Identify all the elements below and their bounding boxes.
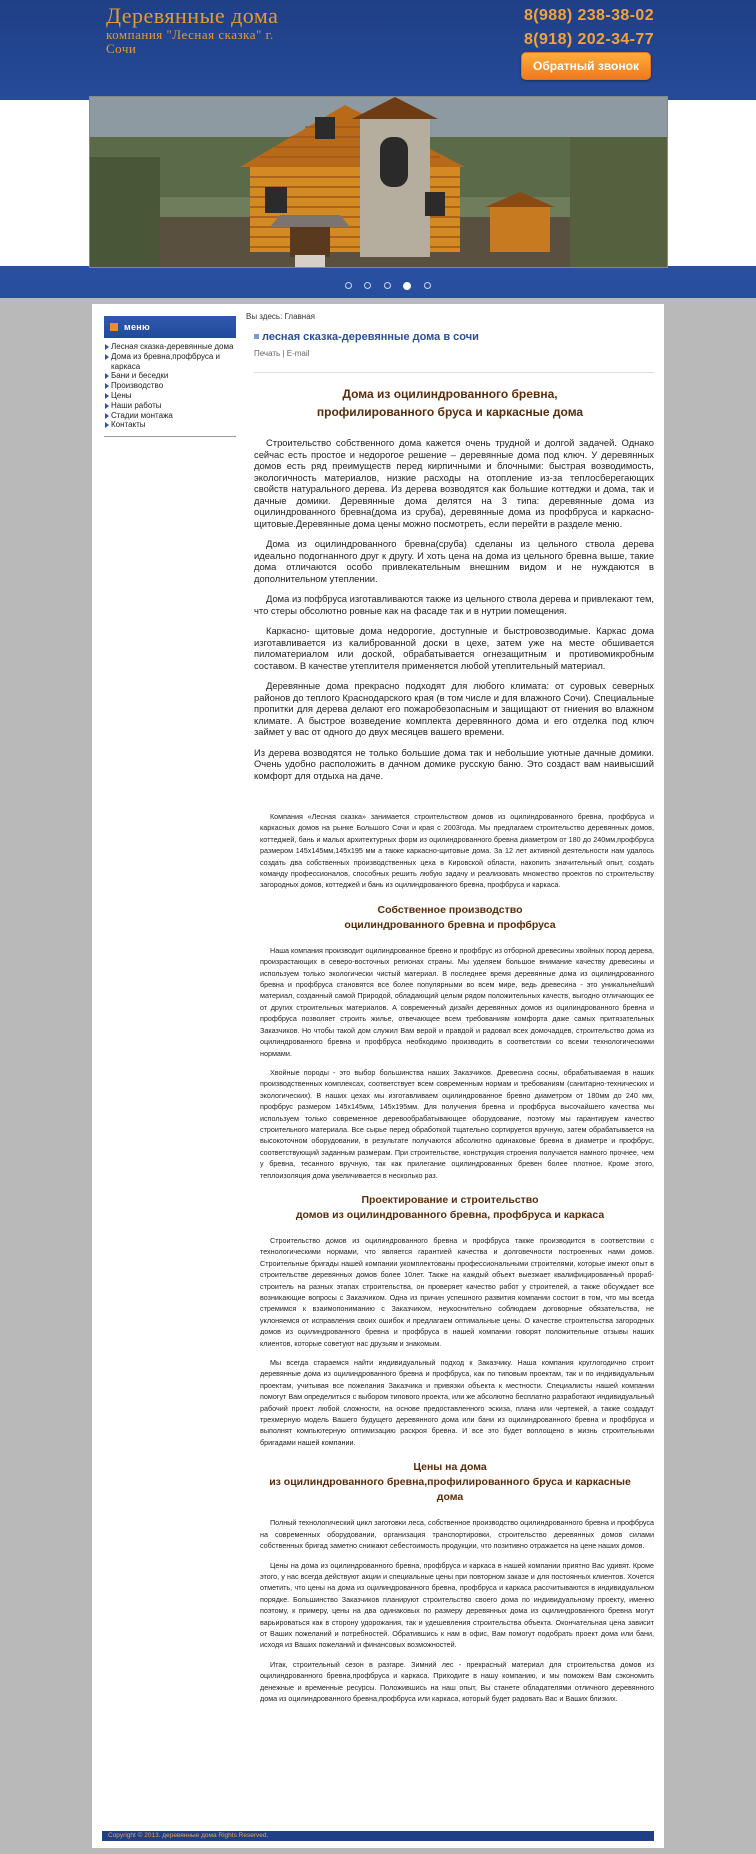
section-heading-line: домов из оцилиндрованного бревна, профбруса и каркаса — [295, 1208, 605, 1221]
sidebar-item-baths[interactable]: Бани и беседки — [104, 371, 236, 381]
paragraph: Из дерева возводятся не только большие дома так и небольшие уютные дачные домики. Очень удобно расположить в дачном домике русскую баню. Это создаст вам наивысший комфорт для отдыха на даче. — [254, 746, 654, 781]
menu-header — [104, 316, 236, 338]
paragraph: Каркасно- щитовые дома недорогие, доступные и быстровозводимые. Каркас дома изготавливается из калиброванной доски в цехе, затем уже на месте обшивается пиломатериалом или доской, обрабатывается огнезащитным и противомикробным составом. В качестве утеплителя применяется любой утеплительный материал. — [254, 625, 654, 671]
sidebar — [104, 316, 236, 437]
paragraph: Строительство собственного дома кажется очень трудной и долгой задачей. Однако сейчас есть простое и недорогое решение – деревянные дома под ключ. У деревянных домов есть ряд преимуществ перед кирпичными и блочными: быстрая возводимость, экологичность материалов, низкие расходы на отопление из-за теплосберегающих свойств натурального дерева. Из дерева возводятся как большие коттеджи и дома, так и дачные домики. Деревянные дома делятся на 3 типа: деревянные дома из оцилиндрованного бревна(дома из сруба), деревянные дома из профбруса и каркасно-щитовые.Деревянные дома цены можно посмотреть, если перейти в разделе меню. — [254, 437, 654, 529]
section-heading-production — [246, 903, 654, 933]
sidebar-item-works[interactable]: Наши работы — [104, 401, 236, 411]
paragraph: Дома из оцилиндрованного бревна(сруба) сделаны из цельного ствола дерева идеально подогнанного друг к другу. И хоть цена на дома из цельного бревна выше, такие дома отличаются особо привлекательным внешним видом и не нуждаются в дополнительном утеплении. — [254, 538, 654, 584]
section-heading-line: Проектирование и строительство — [361, 1193, 539, 1206]
sidebar-item-houses[interactable]: Дома из бревна,профбруса и каркаса — [104, 352, 236, 372]
site-logo[interactable] — [106, 4, 306, 56]
section-heading-line: Собственное производство — [377, 903, 523, 916]
hero-slider-image — [89, 96, 668, 268]
footer: Copyright © 2013. деревянные дома Rights Reserved. — [102, 1831, 654, 1841]
menu-list — [104, 338, 236, 437]
breadcrumb: Вы здесь: Главная — [246, 312, 315, 321]
sidebar-item-prices[interactable]: Цены — [104, 391, 236, 401]
section-heading-line: из оцилиндрованного бревна,профилированного бруса и каркасные — [269, 1476, 631, 1489]
main-heading-line-1: Дома из оцилиндрованного бревна, — [342, 387, 558, 401]
sidebar-item-production[interactable]: Производство — [104, 381, 236, 391]
sidebar-item-contacts[interactable]: Контакты — [104, 420, 236, 430]
paragraph: Деревянные дома прекрасно подходят для любого климата: от суровых северных районов до теплого Краснодарского края (в том числе и для влажного Сочи). Специальные пропитки для дерева делают его пожаробезопасным и защищают от гниения во влажном климате. А быстрое возведение комплекта деревянного дома и его отделка под ключ займет у вас от одного до двух месяцев вашего времени. — [254, 680, 654, 737]
sidebar-item-home[interactable]: Лесная сказка-деревянные дома — [104, 342, 236, 352]
section-heading-design — [246, 1193, 654, 1223]
paragraph: Мы всегда стараемся найти индивидуальный подход к Заказчику. Наша компания круглогодично строит деревянные дома из оцилиндрованного бревна и профбруса, как по типовым проектам, так и по индивидуальным проектам, учитывая все пожелания Заказчика и привязки объекта к местности. Специалисты нашей компании помогут Вам определиться с выбором типового проекта, или же абсолютно бесплатно разработают индивидуальный рабочий проект любой сложности, на основе предоставленного эскиза, плана или чертежей, а также создадут трехмерную модель Вашего будущего деревянного дома или бани из оцилиндрованного бревна и профбруса и выполнят компьютерную оптимизацию раскроя бревна. И все это будет воплощено в жизнь строительными бригадами нашей компании. — [260, 1358, 654, 1447]
paragraph: Строительство домов из оцилиндрованного бревна и профбруса также производится в соответствии с технологическими нормами, что является гарантией качества и долговечности построенных нами домов. Строительные бригады нашей компании укомплектованы профессиональными строителями, которые имеют опыт в строительстве деревянных домов более 10лет. Также на каждый объект выезжает квалифицированный прораб-строитель на разных этапах строительства, он проверяет качество работ у строителей, а также обсуждает все возникающие вопросы с Заказчиком. Одна из причин успешного развития компании состоит в том, что мы всегда стремимся к взаимопониманию с Заказчиком, неукоснительно соблюдаем договорные обязательства, не уклоняемся от исправления своих ошибок и предлагаем оптимальные цены. О качестве строительства загородных домов из оцилиндрованного бревна и профбруса в нашей компании говорят положительные отзывы наших клиентов, которые советуют нас друзьям и знакомым. — [260, 1235, 654, 1348]
logo-subtitle: компания "Лесная сказка" г. Сочи — [106, 27, 274, 56]
section-heading-line: Цены на дома — [413, 1461, 487, 1474]
phone-1: 8(988) 238-38-02 — [523, 7, 654, 24]
article-tools[interactable]: Печать | E-mail — [254, 349, 654, 373]
paragraph: Полный технологический цикл заготовки леса, собственное производство оцилиндрованного бревна и профбруса на современных оборудовании, организация транспортировки, строительство деревянных домов силами собственных бригад заметно снижают себестоимость продукции, что позитивно отражается на цене наших домов. — [260, 1518, 654, 1551]
article-title[interactable]: лесная сказка-деревянные дома в сочи — [254, 331, 654, 343]
phone-block — [520, 4, 654, 52]
article-content — [246, 312, 654, 1712]
callback-button[interactable]: Обратный звонок — [521, 52, 651, 80]
main-container — [92, 304, 664, 1848]
phone-2: 8(918) 202-34-77 — [523, 31, 654, 48]
intro-paragraph: Компания «Лесная сказка» занимается строительством домов из оцилиндрованного бревна, профбруса и каркасных домов на рынке Большого Сочи и края с 2003года. Мы предлагаем строительство деревянных домов, коттеджей, бань и малых архитектурных форм из оцилиндрованного бревна диаметром от 180 до 240мм,профбруса размером 145х145мм,145х195 мм а также каркасно-щитовые дома. За 12 лет активной деятельности нам удалось создать два собственных производственных цеха в Кировской области, накопить значительный опыт, создать команду профессионалов, способных решить любую задачу и реализовать множество проектов по строительству загородных домов, коттеджей и бань из оцилиндрованного бревна, профбруса и каркаса. — [260, 812, 654, 890]
paragraph: Цены на дома из оцилиндрованного бревна, профбруса и каркаса в нашей компании приятно Вас удивят. Кроме этого, у нас всегда действуют акции и специальные цены при повторном заказе и для постоянных клиентов. Хочется отметить, что цены на дома из оцилиндрованного бревна, профбруса и каркаса рассчитываются в индивидуальном порядке. Большинство Заказчиков планируют строительство своего дома по индивидуальному проекту, именно поэтому, к примеру, цены на два одинаковых по размеру деревянных дома из оцилиндрованного бревна могут варьироваться как в сторону удорожания, так и удешевления строительства объекта. Окончательная цена зависит от Ваших пожеланий и потребностей. Обратившись к нам в офис, Вам помогут подобрать проект дома или бани, исходя из Ваших пожеланий и финансовых возможностей. — [260, 1560, 654, 1650]
section-heading-line: оцилиндрованного бревна и профбруса — [344, 918, 556, 931]
logo-title: Деревянные дома — [106, 3, 279, 28]
paragraph: Итак, строительный сезон в разгаре. Зимний лес - прекрасный материал для строительства домов из оцилиндрованного бревна,профбруса и каркаса. Приходите в нашу компанию, и мы поможем Вам сэкономить денежные и временные ресурсы. Положившись на наш опыт, Вы станете обладателями отличного деревянного дома из оцилиндрованного бревна,профбруса или каркаса, который будет радовать Вас и Ваших близких. — [260, 1659, 654, 1703]
house-photo — [90, 97, 668, 268]
paragraph: Наша компания производит оцилиндрованное бревно и профбрус из отборной древесины хвойных пород дерева, произрастающих в северо-восточных регионах страны. Мы уделяем большое внимание качеству древесины и используем только экологически чистый материал. В последнее время деревянные дома из оцилиндрованного бревна и профбруса становятся все более популярными во всем мире, ведь древесина - это уникальнейший материал, созданный самой Природой, обладающий целым рядом положительных качеств, выгодно отличающих ее от других строительных материалов. А современный дизайн деревянных домов из оцилиндрованного бревна и профбруса позволяет строить жилье, отвечающее всем требованиям комфорта даже самых притязательных Заказчиков. Но чтобы такой дом служил Вам верой и правдой и радовал всех домочадцев, строительство дома из оцилиндрованного бревна и профбруса необходимо производить в соответствии со всеми технологическими нормами. — [260, 945, 654, 1058]
main-heading-line-2: профилированного бруса и каркасные дома — [316, 405, 584, 419]
menu-square-icon — [110, 323, 118, 331]
menu-title: меню — [124, 322, 150, 332]
section-heading-prices — [246, 1460, 654, 1505]
sidebar-item-stages[interactable]: Стадии монтажа — [104, 411, 236, 421]
paragraph: Дома из пофбруса изготавливаются также из цельного ствола дерева и привлекают тем, что стеры обсолютно ровные как на фасаде так и в нутрии помещения. — [254, 593, 654, 616]
paragraph: Хвойные породы - это выбор большинства наших Заказчиков. Древесина сосны, обрабатываемая в наших производственных комплексах, соответствует всем современным нормам и требованиям (санитарно-технических и экологических). В наших цехах мы изготавливаем оцилиндрованное бревно диаметром от 180мм до 240 мм, профбрус размером 145х145мм, 145х195мм. Для получения бревна и профбруса высочайшего качества мы используем только современное деревообрабатывающее оборудование, поэтому мы гарантируем качество строительного материала. Все сырье перед обработкой тщательно сортируется вручную, затем обрабатывается на высокоточном оборудовании, в результате получаются абсолютно одинаковые бревна в диаметре и профбрус, соответствующий заданным размерам. При строительстве, конструкция строения получается намного прочнее, чем у бревна, тесанного вручную, так как прилегание оцилиндрованных бревен более плотное. Кроме этого, теплоизоляция дома увеличивается в несколько раз. — [260, 1067, 654, 1180]
slider-dots — [345, 277, 439, 287]
section-heading-line: дома — [436, 1491, 464, 1504]
main-heading — [246, 385, 654, 421]
